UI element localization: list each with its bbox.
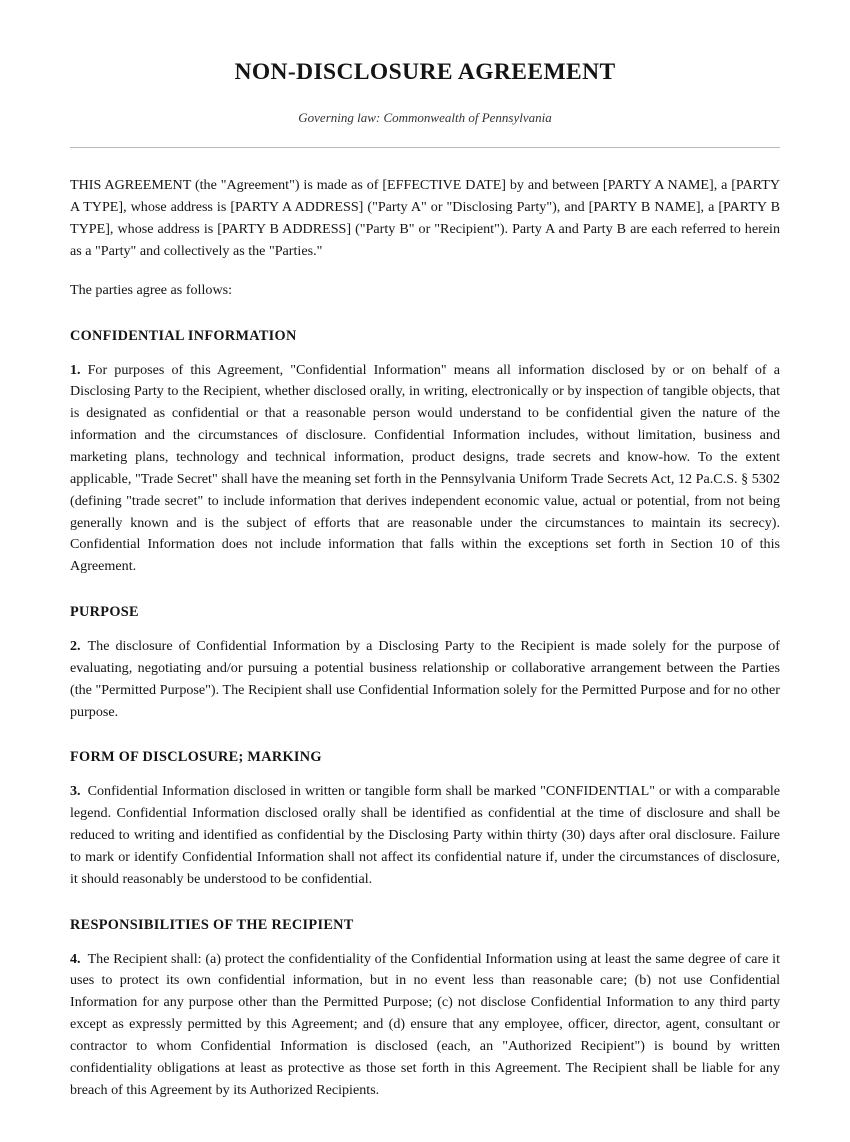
governing-law-subtitle: Governing law: Commonwealth of Pennsylvania — [298, 110, 552, 126]
title-divider — [70, 147, 780, 148]
section-heading-responsibilities-of-recipient: RESPONSIBILITIES OF THE RECIPIENT — [70, 916, 354, 933]
section-number-2: 2. — [70, 638, 81, 655]
agreement-lead-in: The parties agree as follows: — [70, 281, 233, 298]
page-title: NON-DISCLOSURE AGREEMENT — [234, 59, 616, 85]
section-paragraph-1 — [70, 360, 780, 578]
section-number-3: 3. — [70, 783, 81, 800]
section-paragraph-2 — [70, 636, 780, 723]
section-paragraph-3 — [70, 781, 780, 890]
section-number-4: 4. — [70, 950, 81, 967]
preamble-paragraph: THIS AGREEMENT (the "Agreement") is made as of [EFFECTIVE DATE] by and between [PARTY A NAME], a [PARTY A TYPE], whose address is [PARTY A ADDRESS] ("Party A" or "Disclosing Party"), and [PARTY B NAME], a [PARTY B TYPE], whose address is [PARTY B ADDRESS] ("Party B" or "Recipient"). Party A and Party B are each referred to herein as a "Party" and collectively as the "Parties." — [70, 177, 780, 259]
section-text-4: The Recipient shall: (a) protect the confidentiality of the Confidential Information using at least the same degree of care it uses to protect its own confidential information, but in no event less than reasonable care; (b) not use Confidential Information for any purpose other than the Permitted Purpose; (c) not disclose Confidential Information to any third party except as expressly permitted by this Agreement; and (d) ensure that any employee, officer, director, agent, consultant or contractor to whom Confidential Information is disclosed (each, an "Authorized Recipient") is bound by written confidentiality obligations at least as protective as those set forth in this Agreement. The Recipient shall be liable for any breach of this Agreement by its Authorized Recipients. — [70, 950, 780, 1098]
section-text-1: For purposes of this Agreement, "Confidential Information" means all information disclosed by or on behalf of a Disclosing Party to the Recipient, whether disclosed orally, in writing, electronically or by inspection of tangible objects, that is designated as confidential or that a reasonable person would understand to be confidential given the nature of the information and the circumstances of disclosure. Confidential Information includes, without limitation, business and marketing plans, technology and technical information, product designs, trade secrets and know-how. To the extent applicable, "Trade Secret" shall have the meaning set forth in the Pennsylvania Uniform Trade Secrets Act, 12 Pa.C.S. § 5302 (defining "trade secret" to include information that derives independent economic value, actual or potential, from not being generally known and is the subject of efforts that are reasonable under the circumstances to maintain its secrecy). Confidential Information does not include information that falls within the exceptions set forth in Section 10 of this Agreement. — [70, 361, 780, 575]
section-heading-confidential-information: CONFIDENTIAL INFORMATION — [70, 327, 297, 344]
document-body — [70, 175, 780, 1101]
section-paragraph-4 — [70, 949, 780, 1102]
section-number-1: 1. — [70, 361, 81, 378]
section-text-3: Confidential Information disclosed in written or tangible form shall be marked "CONFIDENTIAL" or with a comparable legend. Confidential Information disclosed orally shall be identified as confidential at the time of disclosure and shall be reduced to writing and identified as confidential by the Disclosing Party within thirty (30) days after oral disclosure. Failure to mark or identify Confidential Information shall not affect its confidential nature if, under the circumstances of disclosure, it should reasonably be understood to be confidential. — [70, 783, 780, 887]
section-heading-form-of-disclosure: FORM OF DISCLOSURE; MARKING — [70, 749, 322, 766]
section-heading-purpose: PURPOSE — [70, 604, 139, 621]
section-text-2: The disclosure of Confidential Information by a Disclosing Party to the Recipient is made solely for the purpose of evaluating, negotiating and/or pursuing a potential business relationship or collaborative arrangement between the Parties (the "Permitted Purpose"). The Recipient shall use Confidential Information solely for the Permitted Purpose and for no other purpose. — [70, 638, 780, 720]
